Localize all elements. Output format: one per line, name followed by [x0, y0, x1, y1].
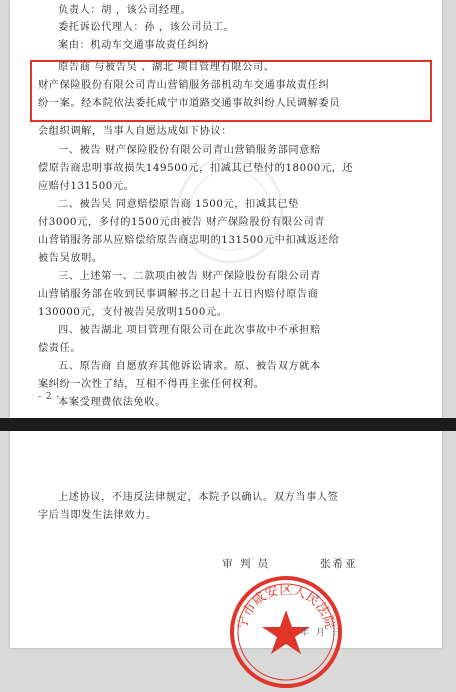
doc-line-item1-2: 偿原告商忠明事故损失149500元，扣减其已垫付的18000元，还 [38, 163, 354, 174]
doc-line-confirm-1: 上述协议，不违反法律规定，本院予以确认。双方当事人签 [58, 492, 339, 503]
page-separator [0, 418, 456, 431]
doc-line-item3-3: 130000元，支付被告吴放明1500元。 [38, 307, 228, 318]
doc-line-item4-1: 四、被告湖北 项目管理有限公司在此次事故中不承担赔 [58, 325, 321, 336]
doc-line-item2-2: 付3000元，多付的1500元由被告 财产保险股份有限公司青 [38, 217, 326, 228]
judge-label: 审 判 员 [222, 558, 271, 570]
doc-line-item5-2: 案纠纷一次性了结，互相不得再主张任何权利。 [38, 379, 265, 390]
page-number: - 2 - [38, 392, 61, 402]
doc-line-item2-3: 山营销服务部从应赔偿给原告商忠明的131500元中扣减返还给 [38, 235, 340, 246]
doc-line-cause: 案由：机动车交通事故责任纠纷 [58, 40, 210, 51]
seal-text: 宁市咸安区人民法院 [235, 582, 337, 631]
document-page-1 [10, 0, 442, 418]
doc-line-agent: 委托诉讼代理人：孙 ，该公司员工。 [58, 22, 235, 33]
date-line: 年 月 日 [300, 628, 343, 638]
doc-line-fee: 本案受理费依法免收。 [58, 397, 166, 408]
doc-line-item3-1: 三、上述第一、二款项由被告 财产保险股份有限公司青 [58, 271, 321, 282]
doc-line-para1-1: 原告商 与被告吴 、湖北 项目管理有限公司、 [58, 62, 275, 73]
doc-line-item5-1: 五、原告商 自愿放弃其他诉讼请求。原、被告双方就本 [58, 361, 321, 372]
doc-line-item4-2: 偿责任。 [38, 343, 82, 354]
doc-line-para1-3: 纷一案。经本院依法委托咸宁市道路交通事故纠纷人民调解委员 [38, 98, 341, 109]
doc-line-confirm-2: 字后当即发生法律效力。 [38, 510, 157, 521]
doc-line-para1-2: 财产保险股份有限公司青山营销服务部机动车交通事故责任纠 [38, 80, 330, 91]
judge-name: 张希亚 [320, 558, 358, 570]
doc-line-item3-2: 山营销服务部在收到民事调解书之日起十五日内赔付原告商 [38, 289, 319, 300]
doc-line-para1-4: 会组织调解，当事人自愿达成如下协议： [38, 126, 233, 137]
doc-line-item1-3: 应赔付131500元。 [38, 181, 135, 192]
doc-line-item2-4: 被告吴放明。 [38, 253, 103, 264]
doc-line-item1-1: 一、被告 财产保险股份有限公司青山营销服务部同意赔 [58, 145, 321, 156]
doc-line-item2-1: 二、被告吴 同意赔偿原告商 1500元，扣减其已垫 [58, 199, 299, 210]
doc-line-head: 负责人：胡 ，该公司经理。 [58, 5, 192, 16]
